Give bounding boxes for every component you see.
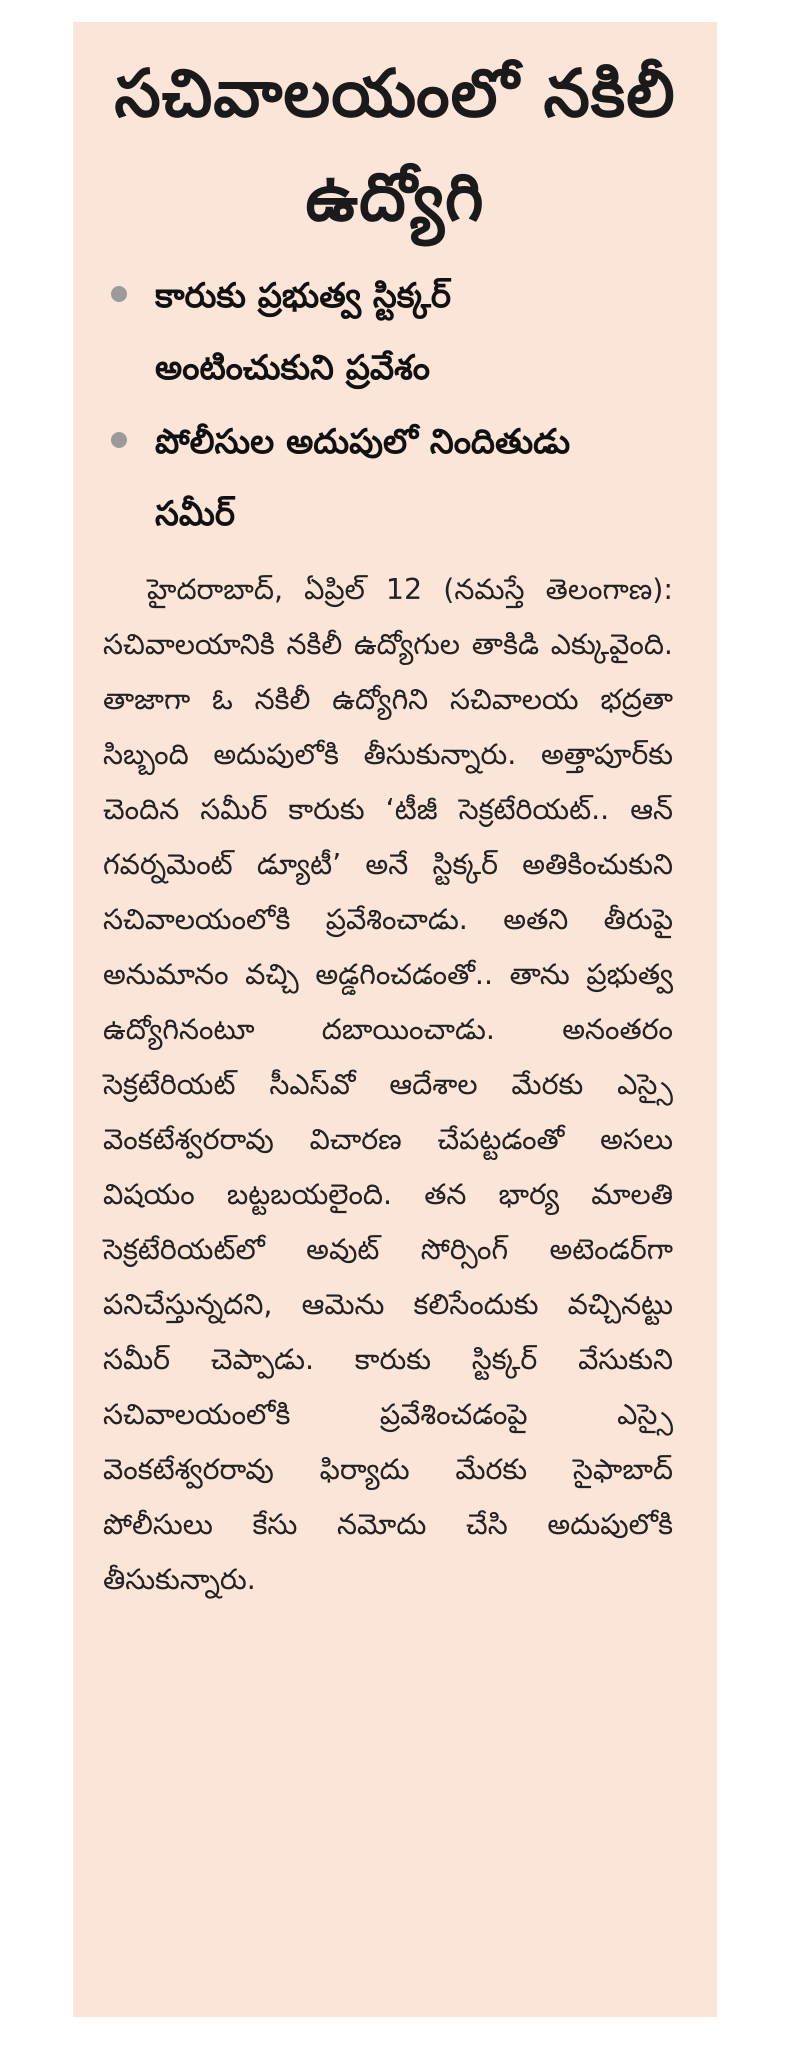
highlights-list: [73, 260, 717, 550]
round-bullet-icon: [111, 432, 127, 448]
headline: సచివాలయంలో నకిలీ ఉద్యోగి: [114, 55, 676, 236]
highlight-item: [111, 406, 625, 550]
article-body: హైదరాబాద్, ఏప్రిల్ 12 (నమస్తే తెలంగాణ): సచివాలయానికి నకిలీ ఉద్యోగుల తాకిడి ఎక్కువైంది. తాజాగా ఓ నకిలీ ఉద్యోగిని సచివాలయ భద్రతా సిబ్బంది అదుపులోకి తీసుకున్నారు. అత్తాపూర్‌కు చెందిన సమీర్ కారుకు ‘టీజీ సెక్రటేరియట్.. ఆన్ గవర్నమెంట్ డ్యూటీ’ అనే స్టిక్కర్ అతికించుకుని సచివాలయంలోకి ప్రవేశించాడు. అతని తీరుపై అనుమానం వచ్చి అడ్డగించడంతో.. తాను ప్రభుత్వ ఉద్యోగినంటూ దబాయించాడు. అనంతరం సెక్రటేరియట్ సీఎస్‌వో ఆదేశాల మేరకు ఎస్సై వెంకటేశ్వరరావు విచారణ చేపట్టడంతో అసలు విషయం బట్టబయలైంది. తన భార్య మాలతి సెక్రటేరియట్‌లో అవుట్ సోర్సింగ్ అటెండర్‌గా పనిచేస్తున్నదని, ఆమెను కలిసేందుకు వచ్చినట్టు సమీర్ చెప్పాడు. కారుకు స్టిక్కర్ వేసుకుని సచివాలయంలోకి ప్రవేశించడంపై ఎస్సై వెంకటేశ్వరరావు ఫిర్యాదు మేరకు సైఫాబాద్ పోలీసులు కేసు నమోదు చేసి అదుపులోకి తీసుకున్నారు.: [103, 573, 673, 1596]
highlight-text: పోలీసుల అదుపులో నిందితుడు సమీర్: [155, 422, 571, 534]
round-bullet-icon: [111, 286, 127, 302]
news-clipping: [73, 22, 717, 2017]
highlight-item: [111, 260, 625, 404]
highlight-text: కారుకు ప్రభుత్వ స్టిక్కర్ అంటించుకుని ప్రవేశం: [155, 276, 452, 388]
